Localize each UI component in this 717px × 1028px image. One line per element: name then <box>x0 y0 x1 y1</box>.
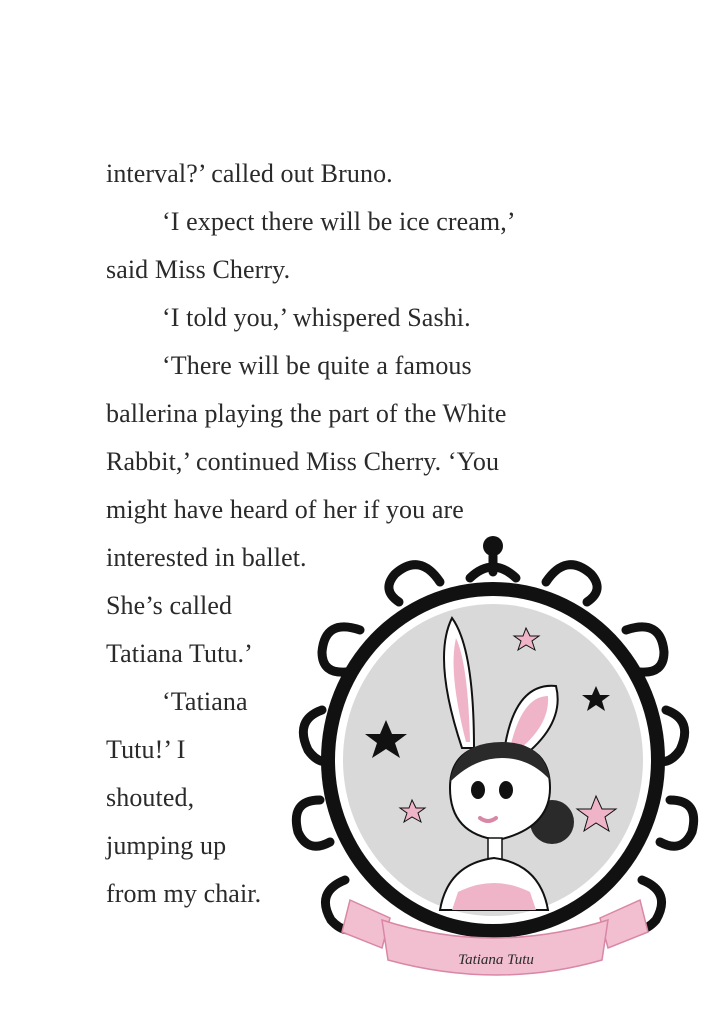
tatiana-portrait-illustration <box>290 520 710 990</box>
text-line: Rabbit,’ continued Miss Cherry. ‘You <box>106 447 500 476</box>
text-line: said Miss Cherry. <box>106 255 291 284</box>
text-line: ballerina playing the part of the White <box>106 399 507 428</box>
text-line: from my chair. <box>106 879 262 908</box>
text-line: jumping up <box>106 831 227 860</box>
text-line: Tatiana Tutu.’ <box>106 639 253 668</box>
text-line: interested in ballet. <box>106 543 307 572</box>
banner-label: Tatiana Tutu <box>458 952 534 968</box>
text-line: ‘Tatiana <box>162 687 248 716</box>
text-line: shouted, <box>106 783 195 812</box>
text-line: might have heard of her if you are <box>106 495 464 524</box>
text-line: interval?’ called out Bruno. <box>106 159 393 188</box>
text-line: ‘I expect there will be ice cream,’ <box>162 207 516 236</box>
text-line: ‘There will be quite a famous <box>162 351 472 380</box>
text-line: She’s called <box>106 591 233 620</box>
text-line: Tutu!’ I <box>106 735 186 764</box>
text-line: ‘I told you,’ whispered Sashi. <box>162 303 471 332</box>
